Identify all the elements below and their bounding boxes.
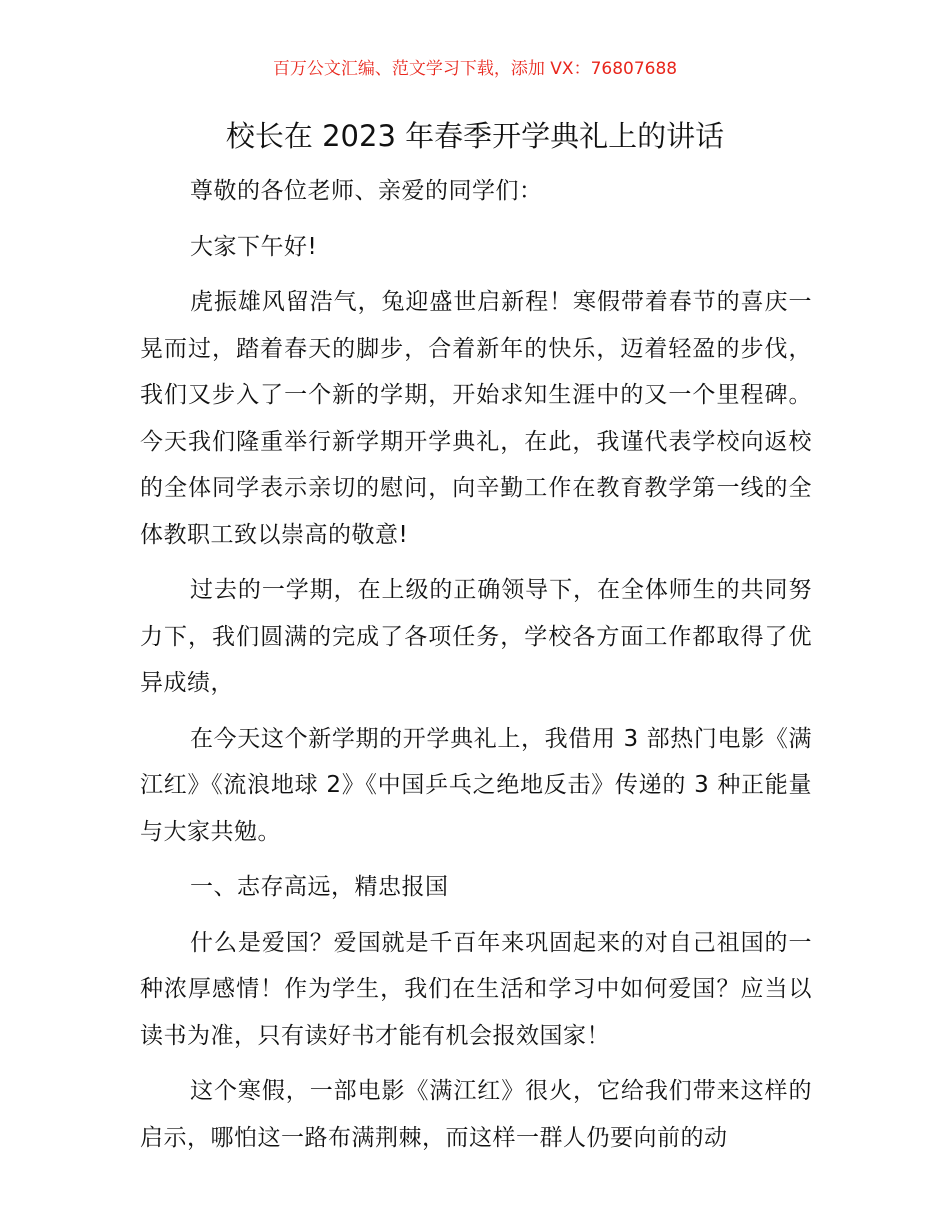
greeting: 大家下午好! (190, 233, 318, 260)
salutation: 尊敬的各位老师、亲爱的同学们： (190, 178, 543, 204)
header-banner: 百万公文汇编、范文学习下载，添加 VX：76807688 (272, 59, 678, 79)
paragraph-past-semester: 过去的一学期，在上级的正确领导下，在全体师生的共同努力下，我们圆满的完成了各项任务，学校各方面工作都取得了优异成绩， (140, 577, 812, 696)
paragraph-opening: 虎振雄风留浩气，兔迎盛世启新程！寒假带着春节的喜庆一晃而过，踏着春天的脚步，合着新年的快乐，迈着轻盈的步伐，我们又步入了一个新的学期，开始求知生涯中的又一个里程碑。今天我们隆重举行新学期开学典礼，在此，我谨代表学校向返校的全体同学表示亲切的慰问，向辛勤工作在教育教学第一线的全体教职工致以崇高的敬意! (140, 289, 812, 548)
document-title: 校长在 2023 年春季开学典礼上的讲话 (225, 119, 725, 153)
paragraph-winter-break: 这个寒假，一部电影《满江红》很火，它给我们带来这样的启示，哪怕这一路布满荆棘，而这样一群人仍要向前的动 (140, 1078, 812, 1151)
paragraph-movies: 在今天这个新学期的开学典礼上，我借用 3 部热门电影《满江红》《流浪地球 2》《中国乒乓之绝地反击》传递的 3 种正能量与大家共勉。 (140, 725, 812, 845)
section-heading: 一、志存高远，精忠报国 (190, 874, 449, 900)
paragraph-patriotism: 什么是爱国？爱国就是千百年来巩固起来的对自己祖国的一种浓厚感情！作为学生，我们在生活和学习中如何爱国？应当以读书为准，只有读好书才能有机会报效国家！ (140, 929, 812, 1049)
document-body (140, 168, 812, 1170)
